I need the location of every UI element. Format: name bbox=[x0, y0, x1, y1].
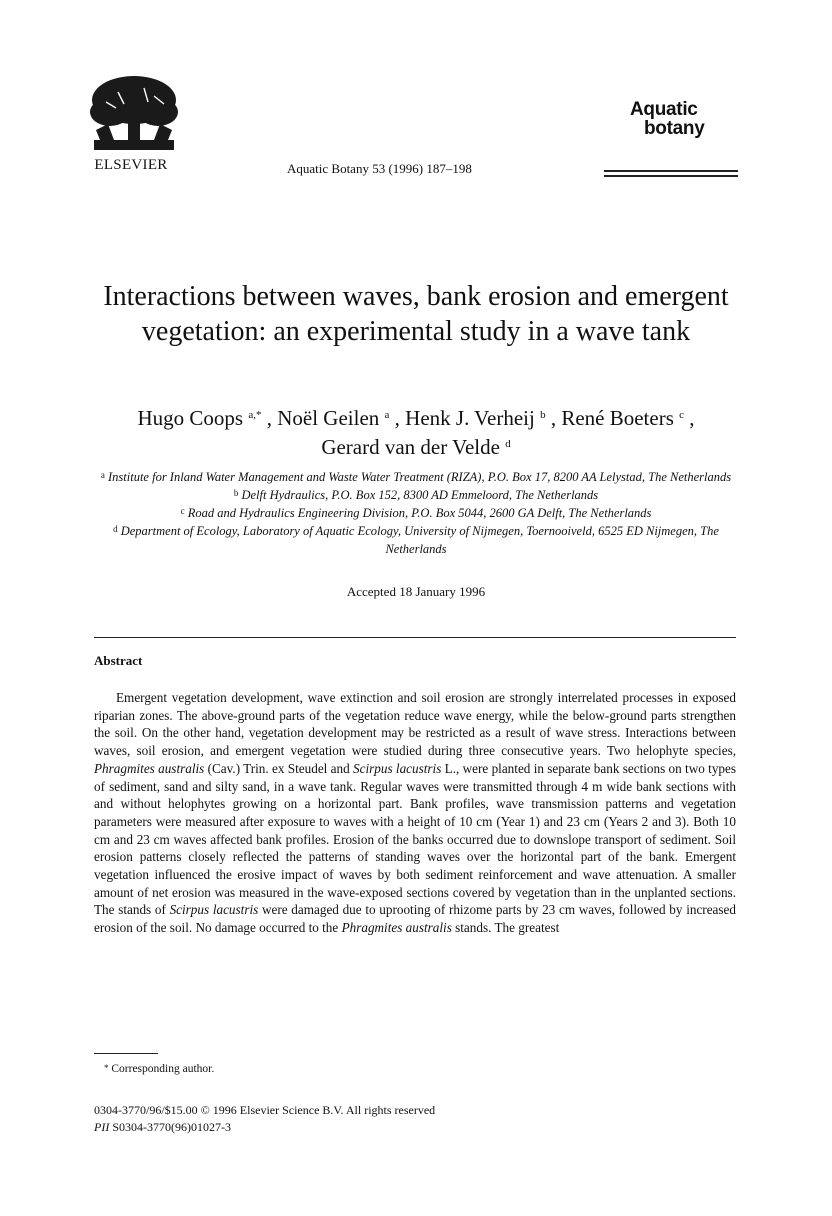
author: Henk J. Verheij $^b$ , bbox=[405, 406, 562, 430]
article-title: Interactions between waves, bank erosion and emergent vegetation: an experimental study in a wave tank bbox=[103, 281, 729, 347]
footnote-divider bbox=[94, 1053, 158, 1054]
journal-logo-rules bbox=[604, 170, 738, 180]
affiliation: $^c$ Road and Hydraulics Engineering Division, P.O. Box 5044, 2600 GA Delft, The Netherlands bbox=[180, 506, 652, 520]
author: Hugo Coops $^{a,*}$ , bbox=[137, 406, 278, 430]
journal-citation: Aquatic Botany 53 (1996) 187–198 bbox=[287, 161, 472, 176]
author: René Boeters $^c$ , bbox=[561, 406, 695, 430]
journal-logo bbox=[604, 100, 738, 138]
section-divider bbox=[94, 637, 736, 638]
affiliation-list bbox=[96, 468, 736, 558]
author: Noël Geilen $^a$ , bbox=[277, 406, 406, 430]
publisher-name: ELSEVIER bbox=[94, 157, 168, 173]
affiliation: $^a$ Institute for Inland Water Management and Waste Water Treatment (RIZA), P.O. Box 17, 8200 AA Lelystad, The Netherlands bbox=[100, 470, 732, 484]
abstract-heading: Abstract bbox=[94, 653, 143, 668]
author-list bbox=[96, 404, 736, 462]
accepted-date: Accepted 18 January 1996 bbox=[346, 584, 486, 599]
journal-logo-line1: Aquatic bbox=[630, 99, 698, 120]
pii-line: PII S0304-3770(96)01027-3 bbox=[94, 1120, 231, 1134]
copyright-block bbox=[94, 1102, 435, 1136]
abstract-text: Emergent vegetation development, wave extinction and soil erosion are strongly interrelated processes in exposed riparian zones. The above-ground parts of the vegetation reduce wave energy, while the below-ground parts strengthen the soil. On the other hand, vegetation development may be restricted as a result of wave stress. Interactions between waves, soil erosion, and emergent vegetation were studied during three consecutive years. Two helophyte species, Phragmites australis (Cav.) Trin. ex Steudel and Scirpus lacustris L., were planted in separate bank sections on two types of sediment, sand and silty sand, in a wave tank. Regular waves were transmitted through 4 m wide bank sections with and without helophytes growing on a horizontal part. Bank profiles, wave transmission patterns and vegetation parameters were measured after exposure to waves with a height of 10 cm (Year 1) and 23 cm (Years 2 and 3). Both 10 cm and 23 cm waves affected bank profiles. Erosion of the banks occurred due to downslope transport of sediment. Soil erosion patterns closely reflected the patterns of standing waves over the horizontal part of the bank. Emergent vegetation influenced the erosive impact of waves by both sediment reinforcement and wave attenuation. A smaller amount of net erosion was measured in the wave-exposed sections covered by vegetation than in the unplanted sections. The stands of Scirpus lacustris were damaged due to uprooting of rhizome parts by 23 cm waves, followed by increased erosion of the soil. No damage occurred to the Phragmites australis stands. The greatest bbox=[94, 690, 736, 936]
author: Gerard van der Velde $^d$ bbox=[321, 435, 511, 459]
footnote: * Corresponding author. bbox=[104, 1063, 215, 1075]
journal-logo-line2: botany bbox=[644, 118, 705, 139]
affiliation: $^b$ Delft Hydraulics, P.O. Box 152, 8300 AD Emmeloord, The Netherlands bbox=[233, 488, 599, 502]
affiliation: $^d$ Department of Ecology, Laboratory of Aquatic Ecology, University of Nijmegen, Toernooiveld, 6525 ED Nijmegen, The Netherlands bbox=[113, 524, 719, 556]
copyright-line: 0304-3770/96/$15.00 © 1996 Elsevier Science B.V. All rights reserved bbox=[94, 1103, 436, 1117]
elsevier-tree-icon bbox=[88, 74, 180, 156]
